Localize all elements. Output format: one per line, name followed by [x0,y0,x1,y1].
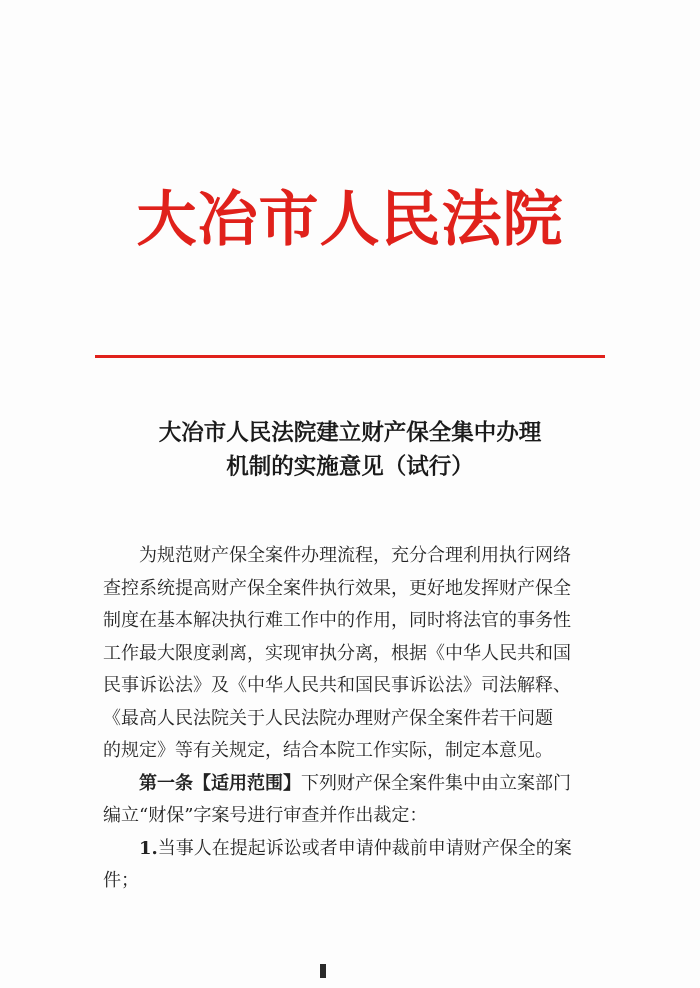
item-1-text: 当事人在提起诉讼或者申请仲裁前申请财产保全的案 [157,837,572,859]
document-title-line-2: 机制的实施意见（试行） [226,454,474,480]
article-1-line-1 [103,768,605,801]
preamble-line: 民事诉讼法》及《中华人民共和国民事诉讼法》司法解释、 [103,675,571,696]
preamble-line: 制度在基本解决执行难工作中的作用，同时将法官的事务性 [103,610,571,631]
letterhead-red-divider [95,355,605,358]
item-1-line-2: 件； [103,870,139,891]
article-1-line-2: 编立“财保”字案号进行审查并作出裁定： [103,805,428,826]
document-title [0,416,700,484]
item-1-number: 1. [139,837,158,859]
preamble-line: 为规范财产保全案件办理流程，充分合理利用执行网络 [139,545,571,566]
preamble-line: 查控系统提高财产保全案件执行效果，更好地发挥财产保全 [103,577,571,599]
article-1-text: 下列财产保全案件集中由立案部门 [301,772,571,794]
preamble-line: 工作最大限度剥离，实现审执分离，根据《中华人民共和国 [103,642,571,664]
article-1-label: 第一条【适用范围】 [139,772,301,794]
document-title-line-1: 大冶市人民法院建立财产保全集中办理 [158,420,542,446]
preamble-line: 《最高人民法院关于人民法院办理财产保全案件若干问题 [103,707,553,729]
item-1-line-1 [103,833,605,866]
document-body [103,540,605,898]
page-edge-mark [320,964,326,978]
preamble-line: 的规定》等有关规定，结合本院工作实际，制定本意见。 [103,740,553,761]
letterhead-court-name: 大冶市人民法院 [136,185,564,255]
